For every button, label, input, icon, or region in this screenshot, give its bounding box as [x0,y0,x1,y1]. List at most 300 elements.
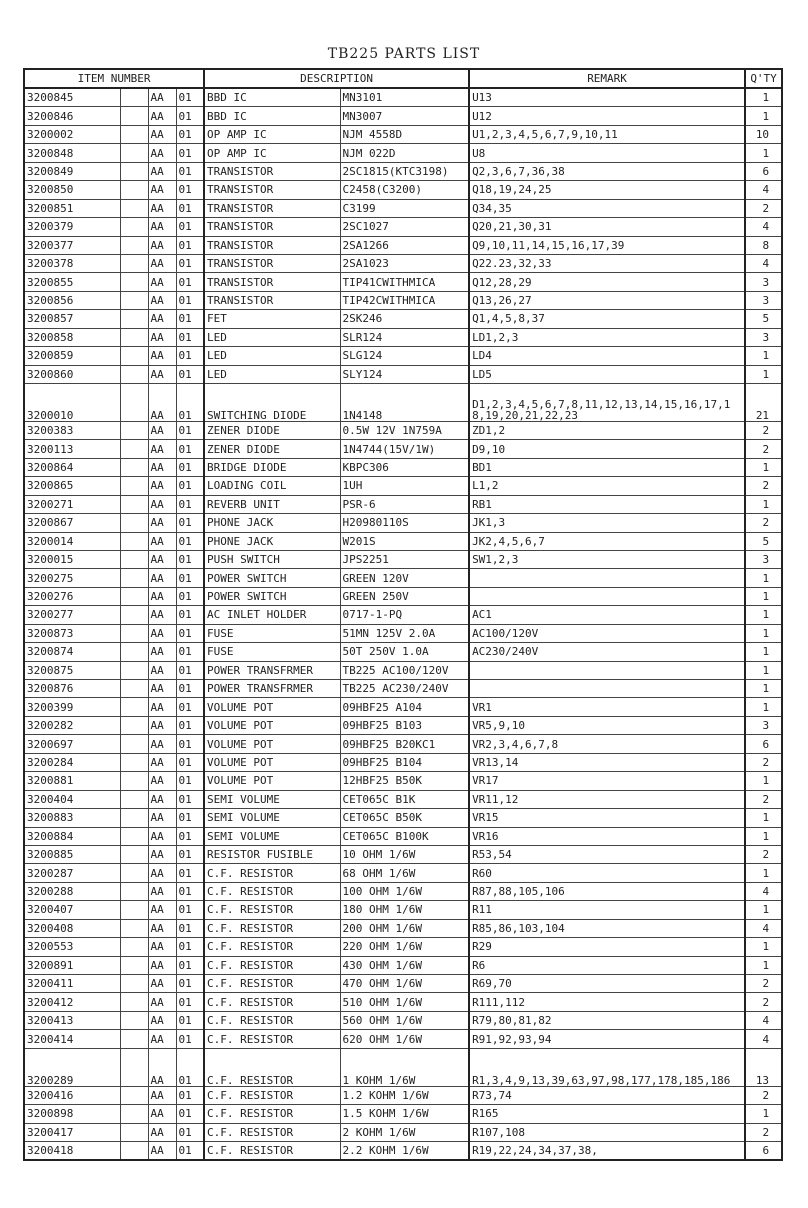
specification: W201S [340,532,469,550]
table-row [24,1123,782,1141]
item-rev: 01 [176,291,204,309]
item-code: 3200850 [24,181,120,199]
item-grade: AA [148,162,176,180]
item-code: 3200416 [24,1086,120,1104]
item-rev: 01 [176,1105,204,1123]
description: LED [204,365,340,383]
specification: 0.5W 12V 1N759A [340,421,469,439]
description: TRANSISTOR [204,199,340,217]
remark: R19,22,24,34,37,38, [469,1141,745,1160]
quantity: 1 [745,938,782,956]
item-blank [120,606,148,624]
remark: VR17 [469,772,745,790]
description: LED [204,328,340,346]
quantity: 1 [745,864,782,882]
item-blank [120,716,148,734]
remark: U13 [469,88,745,107]
table-row [24,975,782,993]
item-grade: AA [148,864,176,882]
item-blank [120,440,148,458]
quantity: 2 [745,753,782,771]
item-code: 3200860 [24,365,120,383]
item-code: 3200865 [24,477,120,495]
item-code: 3200288 [24,882,120,900]
item-grade: AA [148,956,176,974]
description: BBD IC [204,107,340,125]
remark: Q9,10,11,14,15,16,17,39 [469,236,745,254]
quantity: 1 [745,365,782,383]
description: POWER TRANSFRMER [204,661,340,679]
remark: R87,88,105,106 [469,882,745,900]
quantity: 3 [745,273,782,291]
item-rev: 01 [176,162,204,180]
specification: CET065C B50K [340,809,469,827]
remark: VR5,9,10 [469,716,745,734]
item-grade: AA [148,273,176,291]
header-remark: REMARK [469,69,745,88]
quantity: 1 [745,1105,782,1123]
item-grade: AA [148,384,176,422]
quantity: 3 [745,550,782,568]
description: VOLUME POT [204,753,340,771]
item-rev: 01 [176,827,204,845]
item-blank [120,291,148,309]
quantity: 1 [745,88,782,107]
quantity: 1 [745,680,782,698]
description: TRANSISTOR [204,162,340,180]
item-blank [120,587,148,605]
quantity: 10 [745,125,782,143]
item-rev: 01 [176,975,204,993]
item-code: 3200411 [24,975,120,993]
description: SEMI VOLUME [204,809,340,827]
item-blank [120,790,148,808]
table-row [24,532,782,550]
quantity: 1 [745,144,782,162]
quantity: 1 [745,495,782,513]
item-rev: 01 [176,495,204,513]
item-grade: AA [148,421,176,439]
item-code: 3200697 [24,735,120,753]
remark: LD1,2,3 [469,328,745,346]
table-row [24,328,782,346]
remark: VR1 [469,698,745,716]
item-grade: AA [148,735,176,753]
item-blank [120,698,148,716]
table-row [24,569,782,587]
quantity: 2 [745,514,782,532]
item-code: 3200898 [24,1105,120,1123]
item-blank [120,458,148,476]
specification: KBPC306 [340,458,469,476]
remark: LD5 [469,365,745,383]
item-rev: 01 [176,1141,204,1160]
description: SEMI VOLUME [204,827,340,845]
item-blank [120,550,148,568]
remark: Q1,4,5,8,37 [469,310,745,328]
quantity: 2 [745,477,782,495]
quantity: 1 [745,827,782,845]
item-rev: 01 [176,698,204,716]
table-row [24,827,782,845]
specification: SLR124 [340,328,469,346]
description: RESISTOR FUSIBLE [204,845,340,863]
item-grade: AA [148,661,176,679]
item-blank [120,827,148,845]
item-blank [120,882,148,900]
item-rev: 01 [176,587,204,605]
specification: 2SK246 [340,310,469,328]
item-code: 3200271 [24,495,120,513]
description: POWER SWITCH [204,569,340,587]
specification: 2SC1815(KTC3198) [340,162,469,180]
item-code: 3200873 [24,624,120,642]
item-grade: AA [148,1011,176,1029]
item-blank [120,809,148,827]
quantity: 2 [745,790,782,808]
specification: 620 OHM 1/6W [340,1030,469,1048]
item-grade: AA [148,624,176,642]
remark: R107,108 [469,1123,745,1141]
description: FUSE [204,643,340,661]
item-grade: AA [148,310,176,328]
specification: 2SC1027 [340,218,469,236]
remark: U1,2,3,4,5,6,7,9,10,11 [469,125,745,143]
remark: D1,2,3,4,5,6,7,8,11,12,13,14,15,16,17,18,19,20,21,22,23 [469,384,745,422]
item-rev: 01 [176,901,204,919]
item-blank [120,532,148,550]
item-rev: 01 [176,440,204,458]
remark [469,569,745,587]
item-rev: 01 [176,606,204,624]
table-row [24,107,782,125]
quantity: 1 [745,587,782,605]
item-grade: AA [148,107,176,125]
item-grade: AA [148,827,176,845]
item-grade: AA [148,181,176,199]
quantity: 13 [745,1048,782,1086]
specification: TIP42CWITHMICA [340,291,469,309]
item-code: 3200404 [24,790,120,808]
item-blank [120,845,148,863]
quantity: 1 [745,901,782,919]
item-code: 3200849 [24,162,120,180]
item-code: 3200883 [24,809,120,827]
remark: JK1,3 [469,514,745,532]
item-blank [120,919,148,937]
remark: Q22.23,32,33 [469,254,745,272]
specification: CET065C B1K [340,790,469,808]
remark [469,661,745,679]
item-code: 3200856 [24,291,120,309]
item-code: 3200851 [24,199,120,217]
quantity: 2 [745,975,782,993]
table-row [24,181,782,199]
quantity: 2 [745,1123,782,1141]
item-rev: 01 [176,365,204,383]
description: BBD IC [204,88,340,107]
table-row [24,624,782,642]
item-code: 3200275 [24,569,120,587]
item-grade: AA [148,901,176,919]
item-blank [120,1086,148,1104]
specification: 430 OHM 1/6W [340,956,469,974]
item-rev: 01 [176,735,204,753]
specification: 220 OHM 1/6W [340,938,469,956]
remark: R165 [469,1105,745,1123]
item-blank [120,569,148,587]
item-code: 3200002 [24,125,120,143]
item-rev: 01 [176,1048,204,1086]
specification: 09HBF25 A104 [340,698,469,716]
quantity: 4 [745,919,782,937]
remark: R85,86,103,104 [469,919,745,937]
table-row [24,236,782,254]
item-code: 3200015 [24,550,120,568]
remark: R69,70 [469,975,745,993]
item-code: 3200857 [24,310,120,328]
table-row [24,384,782,422]
item-blank [120,162,148,180]
item-blank [120,624,148,642]
item-blank [120,772,148,790]
item-grade: AA [148,328,176,346]
item-rev: 01 [176,643,204,661]
description: OP AMP IC [204,144,340,162]
description: C.F. RESISTOR [204,864,340,882]
table-row [24,421,782,439]
item-grade: AA [148,753,176,771]
description: C.F. RESISTOR [204,1086,340,1104]
specification: TB225 AC230/240V [340,680,469,698]
description: C.F. RESISTOR [204,993,340,1011]
description: C.F. RESISTOR [204,919,340,937]
table-row [24,698,782,716]
item-rev: 01 [176,845,204,863]
item-code: 3200412 [24,993,120,1011]
remark [469,680,745,698]
description: SWITCHING DIODE [204,384,340,422]
remark [469,587,745,605]
item-rev: 01 [176,477,204,495]
item-grade: AA [148,218,176,236]
table-row [24,88,782,107]
item-grade: AA [148,716,176,734]
item-code: 3200277 [24,606,120,624]
item-rev: 01 [176,254,204,272]
item-rev: 01 [176,458,204,476]
specification: 09HBF25 B103 [340,716,469,734]
table-row [24,162,782,180]
specification: 1N4744(15V/1W) [340,440,469,458]
quantity: 6 [745,162,782,180]
item-code: 3200858 [24,328,120,346]
item-blank [120,199,148,217]
description: VOLUME POT [204,716,340,734]
quantity: 2 [745,440,782,458]
item-blank [120,1011,148,1029]
item-code: 3200418 [24,1141,120,1160]
table-row [24,845,782,863]
item-code: 3200399 [24,698,120,716]
specification: 1.5 KOHM 1/6W [340,1105,469,1123]
item-code: 3200378 [24,254,120,272]
item-blank [120,975,148,993]
quantity: 6 [745,1141,782,1160]
item-rev: 01 [176,88,204,107]
remark: R1,3,4,9,13,39,63,97,98,177,178,185,186 [469,1048,745,1086]
description: OP AMP IC [204,125,340,143]
item-code: 3200287 [24,864,120,882]
item-blank [120,514,148,532]
item-grade: AA [148,772,176,790]
item-code: 3200845 [24,88,120,107]
remark: Q20,21,30,31 [469,218,745,236]
remark: VR11,12 [469,790,745,808]
quantity: 2 [745,1086,782,1104]
specification: 50T 250V 1.0A [340,643,469,661]
quantity: 1 [745,809,782,827]
item-rev: 01 [176,181,204,199]
item-rev: 01 [176,218,204,236]
item-blank [120,680,148,698]
item-grade: AA [148,477,176,495]
item-blank [120,477,148,495]
table-row [24,1105,782,1123]
quantity: 21 [745,384,782,422]
item-rev: 01 [176,384,204,422]
item-grade: AA [148,569,176,587]
item-rev: 01 [176,716,204,734]
remark: VR16 [469,827,745,845]
description: TRANSISTOR [204,273,340,291]
item-blank [120,218,148,236]
table-row [24,772,782,790]
item-grade: AA [148,606,176,624]
specification: JPS2251 [340,550,469,568]
remark: R29 [469,938,745,956]
item-rev: 01 [176,864,204,882]
description: POWER SWITCH [204,587,340,605]
item-code: 3200276 [24,587,120,605]
item-grade: AA [148,938,176,956]
remark: VR2,3,4,6,7,8 [469,735,745,753]
specification: 1 KOHM 1/6W [340,1048,469,1086]
item-blank [120,1030,148,1048]
quantity: 2 [745,421,782,439]
specification: 470 OHM 1/6W [340,975,469,993]
quantity: 2 [745,199,782,217]
description: REVERB UNIT [204,495,340,513]
item-code: 3200846 [24,107,120,125]
quantity: 1 [745,661,782,679]
item-code: 3200855 [24,273,120,291]
quantity: 4 [745,1011,782,1029]
item-rev: 01 [176,938,204,956]
item-code: 3200885 [24,845,120,863]
item-grade: AA [148,1048,176,1086]
specification: PSR-6 [340,495,469,513]
description: TRANSISTOR [204,181,340,199]
description: BRIDGE DIODE [204,458,340,476]
item-blank [120,88,148,107]
description: TRANSISTOR [204,254,340,272]
item-rev: 01 [176,809,204,827]
item-blank [120,1048,148,1086]
item-blank [120,181,148,199]
item-grade: AA [148,532,176,550]
table-row [24,993,782,1011]
specification: CET065C B100K [340,827,469,845]
quantity: 8 [745,236,782,254]
item-grade: AA [148,199,176,217]
table-row [24,514,782,532]
specification: 0717-1-PQ [340,606,469,624]
remark: VR13,14 [469,753,745,771]
remark: SW1,2,3 [469,550,745,568]
item-blank [120,144,148,162]
item-grade: AA [148,882,176,900]
description: VOLUME POT [204,735,340,753]
description: C.F. RESISTOR [204,956,340,974]
remark: Q13,26,27 [469,291,745,309]
item-blank [120,236,148,254]
specification: 12HBF25 B50K [340,772,469,790]
item-code: 3200891 [24,956,120,974]
description: C.F. RESISTOR [204,938,340,956]
item-grade: AA [148,88,176,107]
specification: 1N4148 [340,384,469,422]
item-grade: AA [148,975,176,993]
description: C.F. RESISTOR [204,1048,340,1086]
item-code: 3200848 [24,144,120,162]
item-code: 3200414 [24,1030,120,1048]
table-row [24,125,782,143]
remark: R60 [469,864,745,882]
item-grade: AA [148,698,176,716]
item-rev: 01 [176,107,204,125]
item-rev: 01 [176,273,204,291]
item-rev: 01 [176,310,204,328]
table-row [24,938,782,956]
quantity: 5 [745,310,782,328]
item-blank [120,254,148,272]
specification: 09HBF25 B104 [340,753,469,771]
remark: R91,92,93,94 [469,1030,745,1048]
item-grade: AA [148,254,176,272]
item-code: 3200383 [24,421,120,439]
quantity: 4 [745,254,782,272]
quantity: 6 [745,735,782,753]
specification: TB225 AC100/120V [340,661,469,679]
item-rev: 01 [176,1030,204,1048]
item-code: 3200407 [24,901,120,919]
table-row [24,753,782,771]
table-row [24,254,782,272]
item-grade: AA [148,587,176,605]
item-blank [120,901,148,919]
item-code: 3200859 [24,347,120,365]
table-row [24,1030,782,1048]
quantity: 4 [745,882,782,900]
item-code: 3200417 [24,1123,120,1141]
specification: 2 KOHM 1/6W [340,1123,469,1141]
item-code: 3200884 [24,827,120,845]
description: VOLUME POT [204,772,340,790]
item-grade: AA [148,495,176,513]
item-rev: 01 [176,514,204,532]
remark: AC230/240V [469,643,745,661]
